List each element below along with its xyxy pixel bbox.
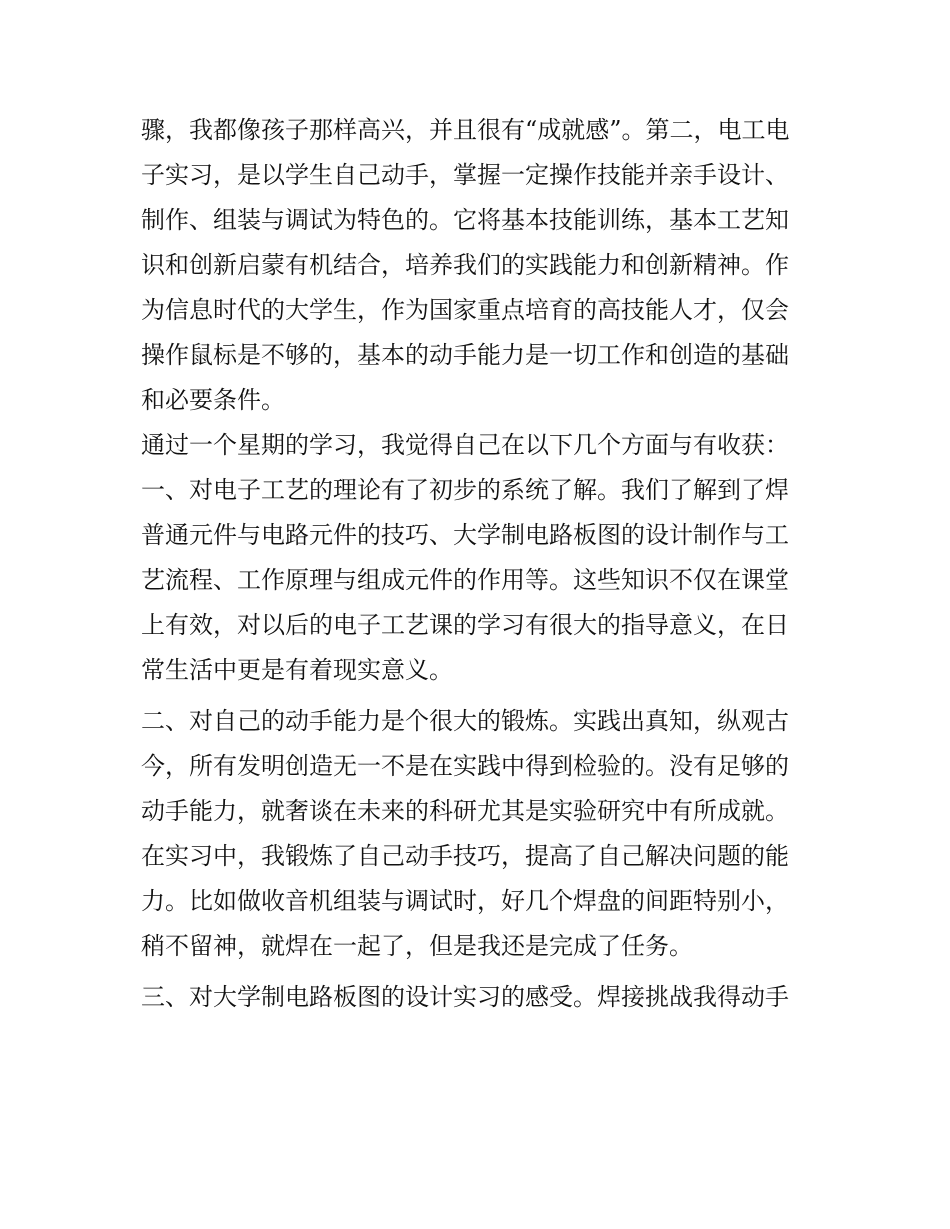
text-line: 艺流程、工作原理与组成元件的作用等。这些知识不仅在课堂 bbox=[141, 566, 789, 594]
text-line: 动手能力，就奢谈在未来的科研尤其是实验研究中有所成就。 bbox=[141, 797, 789, 825]
text-line: 在实习中，我锻炼了自己动手技巧，提高了自己解决问题的能 bbox=[141, 842, 789, 870]
text-line: 通过一个星期的学习，我觉得自己在以下几个方面与有收获： bbox=[141, 431, 789, 459]
text-line: 为信息时代的大学生，作为国家重点培育的高技能人才，仅会 bbox=[141, 296, 789, 324]
text-line: 常生活中更是有着现实意义。 bbox=[141, 656, 453, 684]
text-line: 力。比如做收音机组装与调试时，好几个焊盘的间距特别小， bbox=[141, 887, 789, 915]
document-body bbox=[141, 108, 813, 1020]
text-line: 二、对自己的动手能力是个很大的锻炼。实践出真知，纵观古 bbox=[141, 707, 789, 735]
text-line: 今，所有发明创造无一不是在实践中得到检验的。没有足够的 bbox=[141, 752, 789, 780]
text-line: 制作、组装与调试为特色的。它将基本技能训练，基本工艺知 bbox=[141, 206, 789, 234]
text-line: 普通元件与电路元件的技巧、大学制电路板图的设计制作与工 bbox=[141, 521, 789, 549]
text-line: 识和创新启蒙有机结合，培养我们的实践能力和创新精神。作 bbox=[141, 251, 789, 279]
text-line: 稍不留神，就焊在一起了，但是我还是完成了任务。 bbox=[141, 932, 693, 960]
text-line: 三、对大学制电路板图的设计实习的感受。焊接挑战我得动手 bbox=[141, 983, 789, 1011]
text-line: 子实习，是以学生自己动手，掌握一定操作技能并亲手设计、 bbox=[141, 161, 789, 189]
text-line: 一、对电子工艺的理论有了初步的系统了解。我们了解到了焊 bbox=[141, 476, 789, 504]
text-line: 骤，我都像孩子那样高兴，并且很有“成就感”。第二，电工电 bbox=[141, 116, 790, 144]
text-line: 和必要条件。 bbox=[141, 386, 285, 414]
text-line: 上有效，对以后的电子工艺课的学习有很大的指导意义，在日 bbox=[141, 611, 789, 639]
text-line: 操作鼠标是不够的，基本的动手能力是一切工作和创造的基础 bbox=[141, 341, 789, 369]
